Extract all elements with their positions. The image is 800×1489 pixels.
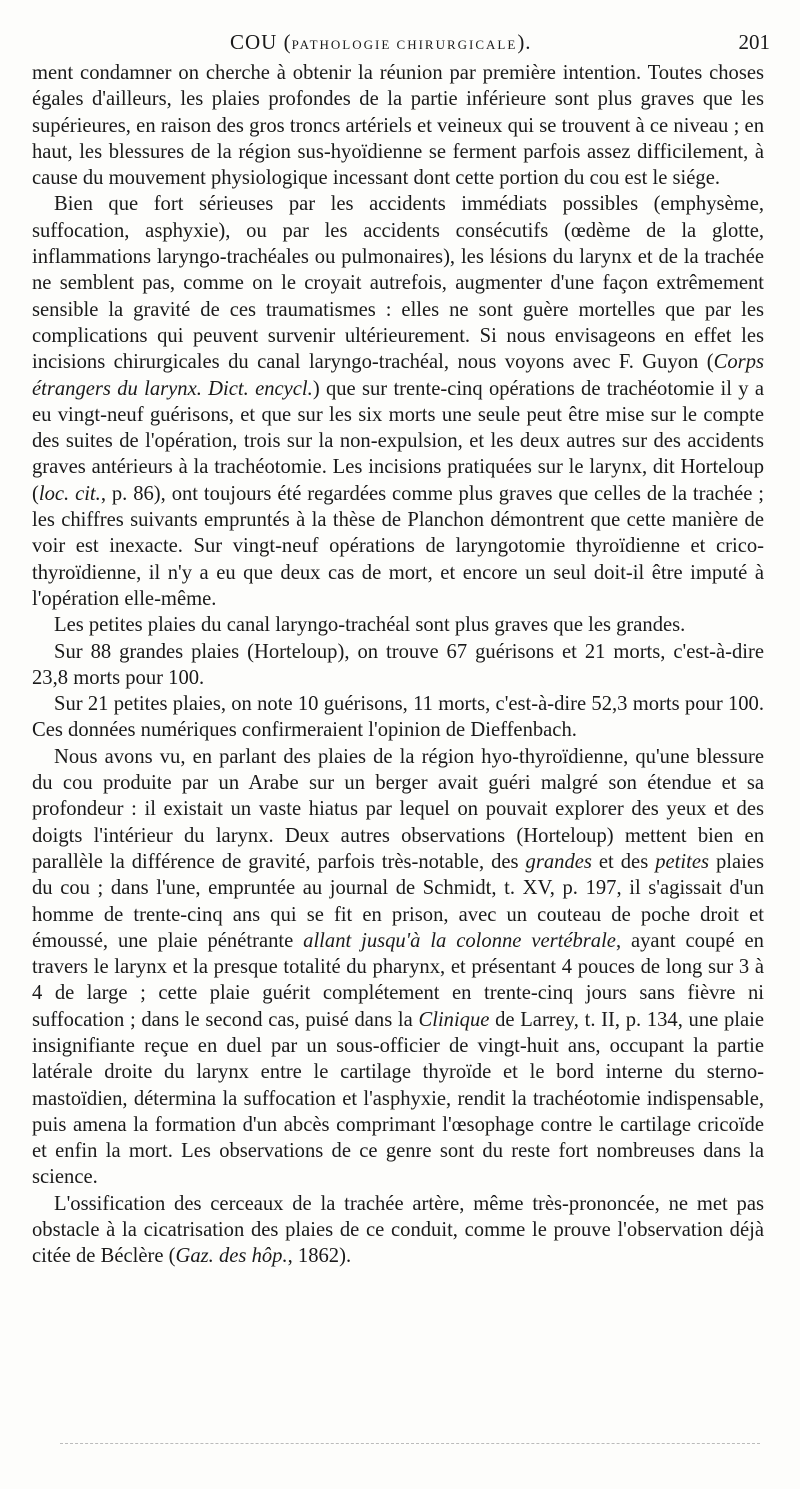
header-title-main: COU (: [230, 30, 292, 54]
header-title: [230, 30, 532, 55]
text-span: , 1862).: [287, 1245, 352, 1268]
text-span: , ayant coupé en travers le larynx et la presque totalité du pharynx, et présentant 4 pouces de long sur 3 à 4 de large ; cette plaie guérit complétement en trente-cinq jours sans fièvre ni suffocation ; dans le second cas, puisé dans la: [32, 929, 764, 1031]
text-span: et des: [591, 850, 656, 873]
running-header: [0, 30, 800, 60]
text-span: L'ossification des cerceaux de la trachée artère, même très-prononcée, ne met pas obstacle à la cicatrisation des plaies de ce conduit, comme le prouve l'observation déjà citée de Béclère (: [32, 1192, 764, 1268]
paragraph-7: [32, 1191, 764, 1270]
citation-italic: loc. cit.: [38, 482, 101, 505]
text-span: , p. 86), ont toujours été regardées comme plus graves que celles de la trachée ; les chiffres suivants empruntés à la thèse de Planchon démontrent que cette manière de voir est inexacte. Sur vingt-neuf opérations de laryngotomie thyroïdienne et crico-thyroïdienne, il n'y a eu que deux cas de mort, et encore un seul doit-il être imputé à l'opération elle-même.: [32, 482, 764, 610]
emphasis-italic: grandes: [525, 850, 592, 873]
text-span: Nous avons vu, en parlant des plaies de la région hyo-thyroïdienne, qu'une blessure du cou produite par un Arabe sur un berger avait guéri malgré son étendue et sa profondeur : il existait un vaste hiatus par lequel on pouvait explorer des yeux et des doigts l'intérieur du larynx. Deux autres observations (Horteloup) mettent bien en parallèle la différence de gravité, parfois très-notable, des: [32, 745, 764, 873]
paragraph-4: Sur 88 grandes plaies (Horteloup), on trouve 67 guérisons et 21 morts, c'est-à-dire 23,8 morts pour 100.: [32, 640, 764, 689]
emphasis-italic: petites: [655, 850, 709, 873]
text-span: plaies du cou ; dans l'une, empruntée au journal de Schmidt, t. XV, p. 197, il s'agissait d'un homme de trente-cinq ans qui se fit en prison, avec un couteau de poche droit et émoussé, une plaie pénétrante: [32, 850, 765, 952]
text-span: ) que sur trente-cinq opérations de trachéotomie il y a eu vingt-neuf guérisons, et que sur les six morts une seule peut être mise sur le compte des suites de l'opération, trois sur la non-expulsion, et les deux autres sur des accidents graves antérieurs à la trachéotomie. Les incisions pratiquées sur le larynx, dit Horteloup (: [32, 377, 765, 505]
header-title-end: ).: [517, 30, 532, 54]
footer-rule: [60, 1443, 760, 1444]
citation-italic: Corps étrangers du larynx. Dict. encycl.: [32, 351, 764, 400]
paragraph-1: ment condamner on cherche à obtenir la réunion par première intention. Toutes choses égales d'ailleurs, les plaies profondes de la partie inférieure sont plus graves que les supérieures, en raison des gros troncs artériels et veineux qui se trouvent à ce niveau ; en haut, les blessures de la région sus-hyoïdienne se ferment parfois assez difficilement, à cause du mouvement physiologique incessant dont cette portion du cou est le siége.: [32, 62, 764, 190]
paragraph-5: Sur 21 petites plaies, on note 10 guérisons, 11 morts, c'est-à-dire 52,3 morts pour 100. Ces données numériques confirmeraient l'opinion de Dieffenbach.: [32, 693, 764, 742]
body-text: [32, 60, 764, 1270]
text-span: Bien que fort sérieuses par les accidents immédiats possibles (emphysème, suffocation, asphyxie), ou par les accidents consécutifs (œdème de la glotte, inflammations laryngo-trachéales ou pulmonaires), les lésions du larynx et de la trachée ne semblent pas, comme on le croyait autrefois, augmenter d'une façon extrêmement sensible la gravité de ces traumatismes : elles ne sont guère mortelles que par les complications qui peuvent survenir ultérieurement. Si nous envisageons en effet les incisions chirurgicales du canal laryngo-trachéal, nous voyons avec F. Guyon (: [32, 193, 764, 374]
page-number: 201: [738, 30, 770, 54]
citation-italic: Gaz. des hôp.: [175, 1245, 288, 1268]
text-span: de Larrey, t. II, p. 134, une plaie insignifiante reçue en duel par un sous-officier de vingt-huit ans, occupant la partie latérale droite du larynx entre le cartilage thyroïde et le bord interne du sterno-mastoïdien, détermina la suffocation et l'asphyxie, rendit la trachéotomie indispensable, puis amena la formation d'un abcès comprimant l'œsophage contre le cartilage cricoïde et enfin la mort. Les observations de ce genre sont du reste fort nombreuses dans la science.: [32, 1008, 764, 1189]
citation-italic: Clinique: [418, 1008, 490, 1031]
emphasis-italic: allant jusqu'à la colonne vertébrale: [303, 929, 616, 952]
paragraph-2: [32, 191, 764, 612]
paragraph-3: Les petites plaies du canal laryngo-trachéal sont plus graves que les grandes.: [54, 614, 686, 637]
paragraph-6: [32, 744, 764, 1191]
header-title-smallcaps: PATHOLOGIE CHIRURGICALE: [291, 37, 518, 52]
